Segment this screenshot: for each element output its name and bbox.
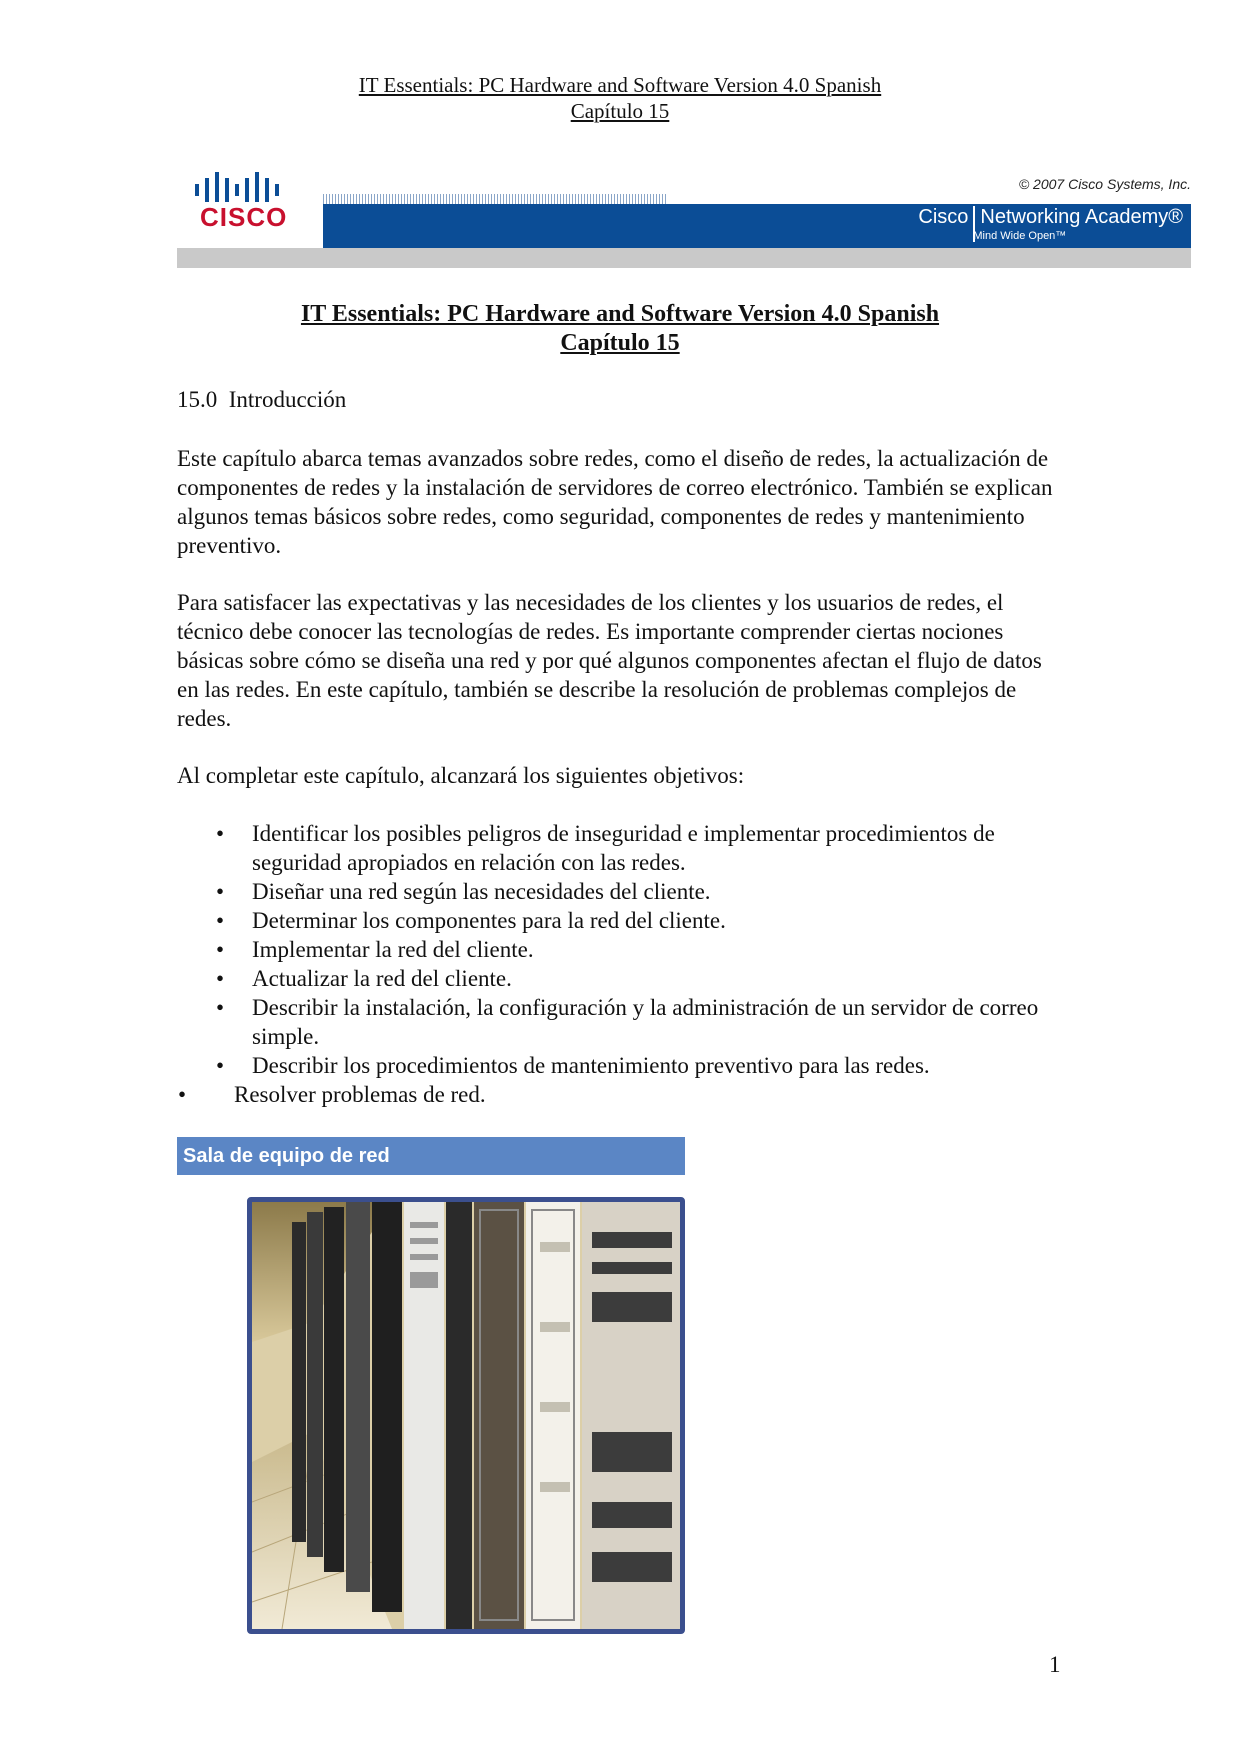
list-item: • Determinar los componentes para la red del cliente.	[177, 906, 1077, 935]
intro-paragraph-1: Este capítulo abarca temas avanzados sobre redes, como el diseño de redes, la actualización de componentes de redes y la instalación de servidores de correo electrónico. También se explican algunos temas básicos sobre redes, como seguridad, componentes de redes y mantenimiento preventivo.	[177, 446, 1053, 558]
networking-academy-logo	[918, 206, 1183, 242]
running-header	[0, 72, 1240, 124]
server-room-photo	[247, 1197, 685, 1634]
objectives-lead: Al completar este capítulo, alcanzará los siguientes objetivos:	[177, 763, 745, 788]
document-title-chapter: Capítulo 15	[560, 330, 680, 356]
document-title	[0, 300, 1240, 358]
list-item: • Resolver problemas de red.	[177, 1080, 1077, 1109]
academy-cisco: Cisco	[918, 206, 969, 228]
intro-paragraph-2: Para satisfacer las expectativas y las necesidades de los clientes y los usuarios de redes, el técnico debe conocer las tecnologías de redes. Es importante comprender ciertas nociones básicas sobre cómo se diseña una red y por qué algunos componentes afectan el flujo de datos en las redes. En este capítulo, también se describe la resolución de problemas complejos de redes.	[177, 590, 1042, 731]
figure-caption: Sala de equipo de red	[177, 1137, 685, 1175]
section-number: 15.0	[177, 387, 218, 412]
running-header-title: IT Essentials: PC Hardware and Software Version 4.0 Spanish	[358, 73, 882, 97]
list-item: • Describir los procedimientos de mantenimiento preventivo para las redes.	[177, 1051, 1077, 1080]
list-item: • Actualizar la red del cliente.	[177, 964, 1077, 993]
list-item: • Diseñar una red según las necesidades del cliente.	[177, 877, 1077, 906]
academy-name: Networking Academy®	[980, 206, 1183, 228]
list-item: • Implementar la red del cliente.	[177, 935, 1077, 964]
document-title-line1: IT Essentials: PC Hardware and Software Version 4.0 Spanish	[300, 301, 940, 327]
list-item: • Identificar los posibles peligros de inseguridad e implementar procedimientos de seguridad apropiados en relación con las redes.	[177, 819, 1077, 877]
section-heading	[177, 387, 346, 413]
banner-grey-strip	[177, 248, 1191, 268]
objectives-list	[177, 819, 1077, 1109]
running-header-chapter: Capítulo 15	[570, 99, 670, 123]
server-room-illustration	[252, 1202, 680, 1629]
academy-tagline: Mind Wide Open™	[973, 230, 1067, 242]
cisco-banner	[177, 160, 1191, 268]
cisco-logo-text: CISCO	[200, 202, 288, 232]
copyright-notice: © 2007 Cisco Systems, Inc.	[1018, 176, 1191, 192]
page-number: 1	[1049, 1652, 1061, 1677]
list-item: • Describir la instalación, la configuración y la administración de un servidor de correo simple.	[177, 993, 1077, 1051]
banner-pattern-strip	[323, 194, 667, 204]
section-name: Introducción	[228, 387, 347, 412]
cisco-bars-icon	[195, 168, 285, 204]
